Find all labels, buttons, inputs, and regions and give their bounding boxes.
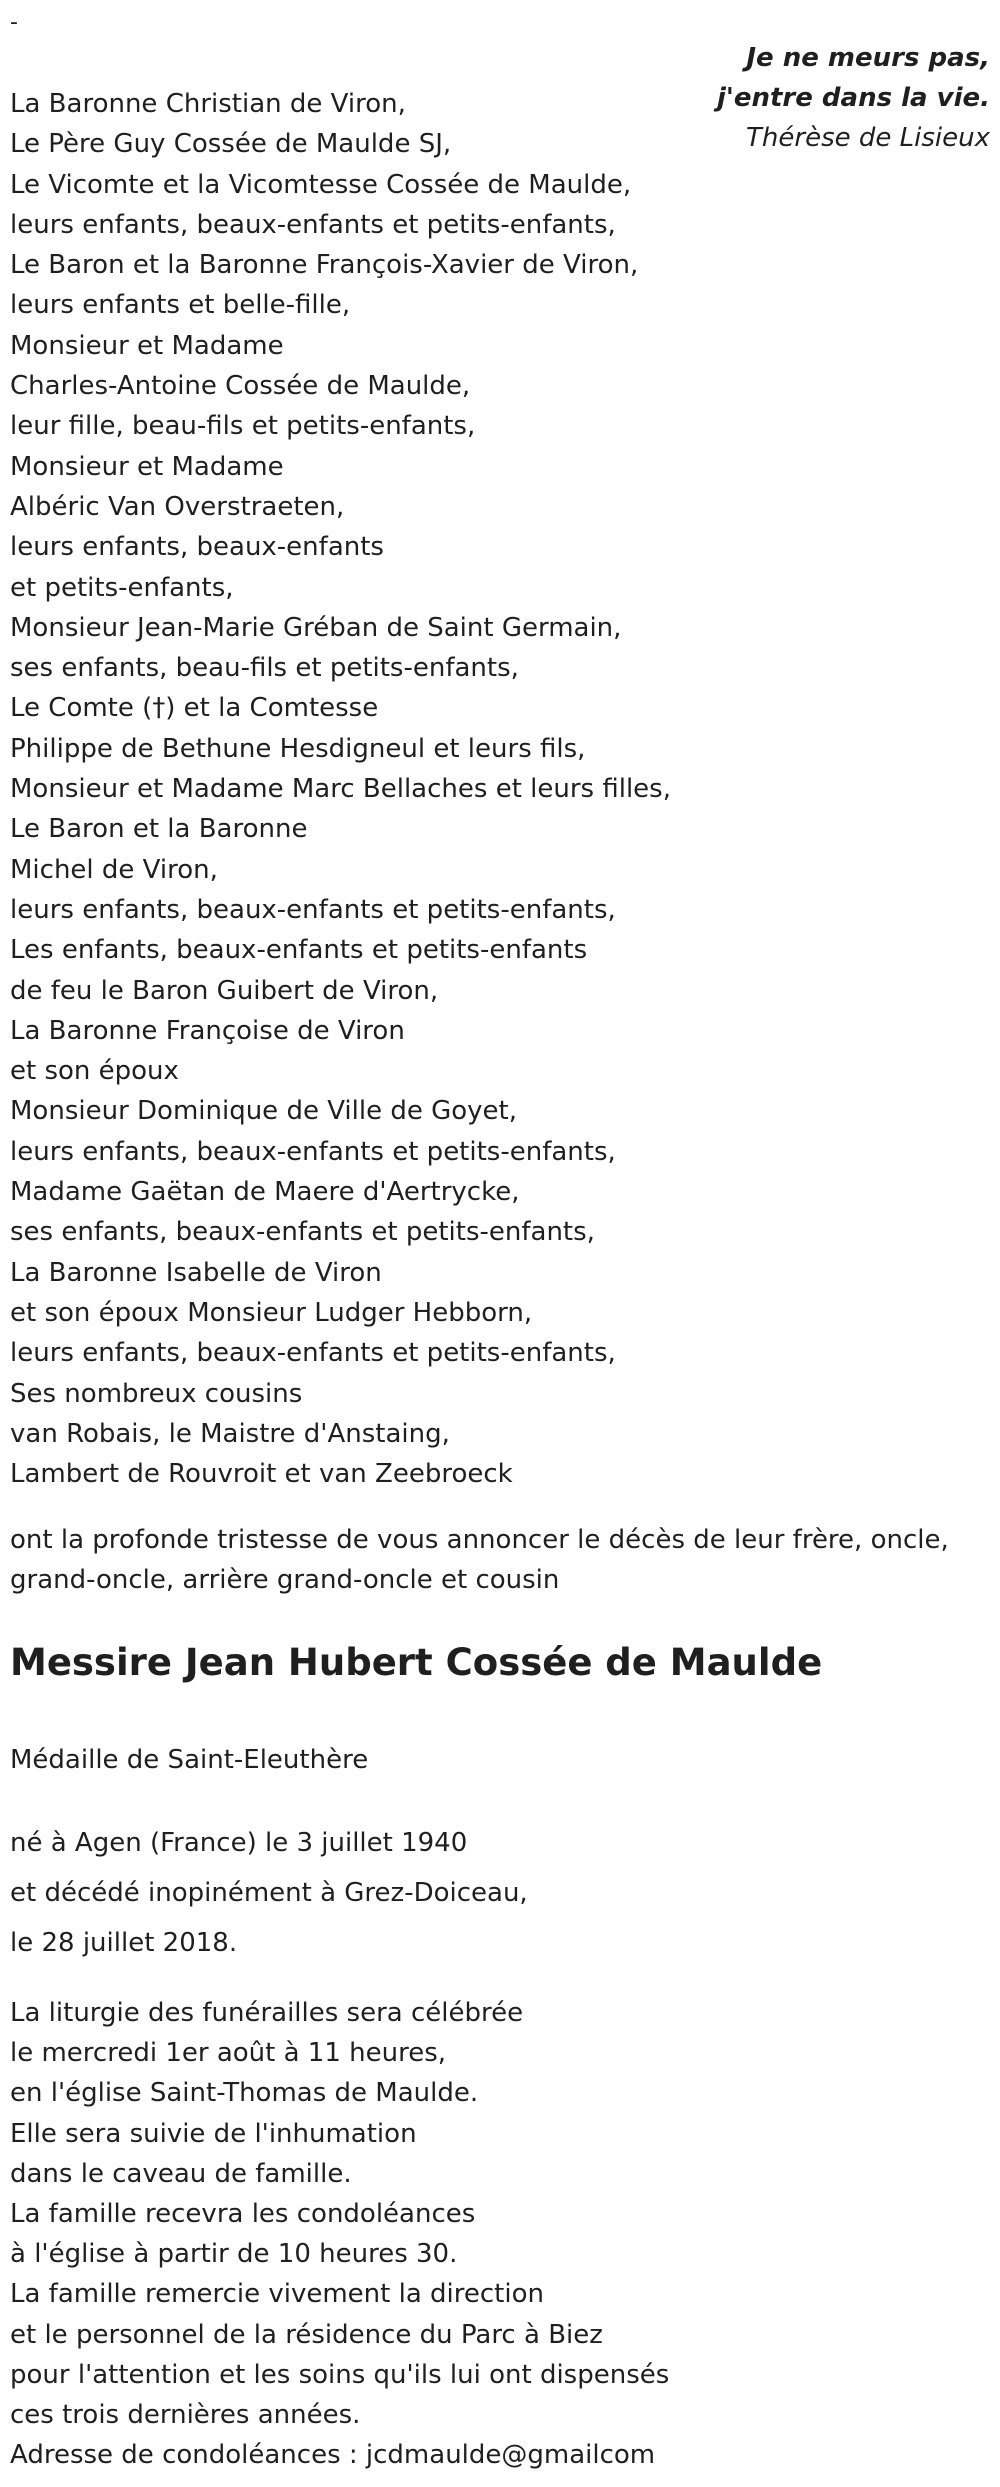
funeral-line: le mercredi 1er août à 11 heures, — [10, 2038, 447, 2069]
deceased-name: Messire Jean Hubert Cossée de Maulde — [10, 1641, 823, 1684]
family-line: leurs enfants, beaux-enfants — [10, 532, 384, 563]
family-line: leurs enfants et belle-fille, — [10, 290, 351, 321]
funeral-line: et le personnel de la résidence du Parc à Biez — [10, 2319, 603, 2350]
funeral-line: La famille recevra les condoléances — [10, 2199, 476, 2230]
family-line: Michel de Viron, — [10, 854, 218, 885]
funeral-line: Adresse de condoléances : jcdmaulde@gmailcom — [10, 2440, 656, 2471]
family-line: La Baronne Françoise de Viron — [10, 1015, 405, 1046]
funeral-line: La liturgie des funérailles sera célébrée — [10, 1998, 524, 2028]
funeral-line: dans le caveau de famille. — [10, 2158, 352, 2189]
funeral-line: à l'église à partir de 10 heures 30. — [10, 2239, 458, 2270]
birth-death-line: et décédé inopinément à Grez-Doiceau, — [10, 1878, 528, 1908]
birth-death-info — [10, 1818, 528, 1968]
top-dash: - — [10, 10, 18, 35]
family-line: Monsieur Dominique de Ville de Goyet, — [10, 1096, 518, 1127]
family-line: Ses nombreux cousins — [10, 1378, 303, 1409]
funeral-line: en l'église Saint-Thomas de Maulde. — [10, 2078, 479, 2109]
family-line: La Baronne Christian de Viron, — [10, 89, 406, 119]
announcement-text: ont la profonde tristesse de vous annoncer le décès de leur frère, oncle, grand-oncle, arrière grand-oncle et cousin — [10, 1525, 949, 1595]
funeral-line: La famille remercie vivement la direction — [10, 2279, 544, 2310]
epigraph-quote — [717, 38, 990, 158]
family-line: Le Père Guy Cossée de Maulde SJ, — [10, 129, 452, 160]
family-line: leurs enfants, beaux-enfants et petits-enfants, — [10, 894, 616, 925]
funeral-line: ces trois dernières années. — [10, 2400, 361, 2431]
family-line: Charles-Antoine Cossée de Maulde, — [10, 371, 471, 402]
family-line: Monsieur et Madame — [10, 451, 284, 482]
family-line: Lambert de Rouvroit et van Zeebroeck — [10, 1459, 513, 1490]
family-line: et petits-enfants, — [10, 572, 234, 603]
family-line: Le Baron et la Baronne François-Xavier de Viron, — [10, 250, 639, 281]
family-line: leurs enfants, beaux-enfants et petits-enfants, — [10, 1338, 616, 1369]
family-line: leur fille, beau-fils et petits-enfants, — [10, 411, 476, 442]
family-line: Albéric Van Overstraeten, — [10, 491, 345, 522]
family-line: Le Vicomte et la Vicomtesse Cossée de Maulde, — [10, 169, 632, 200]
family-line: Madame Gaëtan de Maere d'Aertrycke, — [10, 1177, 520, 1208]
family-line: La Baronne Isabelle de Viron — [10, 1257, 382, 1288]
family-line: et son époux — [10, 1056, 179, 1087]
family-line: Le Baron et la Baronne — [10, 814, 308, 845]
family-line: ses enfants, beaux-enfants et petits-enfants, — [10, 1217, 595, 1248]
family-list — [10, 84, 671, 1494]
family-line: ses enfants, beau-fils et petits-enfants, — [10, 653, 519, 684]
family-line: Philippe de Bethune Hesdigneul et leurs fils, — [10, 733, 586, 764]
funeral-line: pour l'attention et les soins qu'ils lui ont dispensés — [10, 2359, 670, 2390]
quote-line-2: j'entre dans la vie. — [716, 83, 990, 113]
family-line: leurs enfants, beaux-enfants et petits-enfants, — [10, 1136, 616, 1167]
funeral-info — [10, 1993, 669, 2475]
medal-text: Médaille de Saint-Eleuthère — [10, 1745, 369, 1775]
funeral-line: Elle sera suivie de l'inhumation — [10, 2118, 417, 2149]
family-line: Monsieur Jean-Marie Gréban de Saint Germain, — [10, 612, 622, 643]
family-line: Les enfants, beaux-enfants et petits-enfants — [10, 935, 588, 966]
quote-author: Thérèse de Lisieux — [746, 123, 990, 153]
family-line: de feu le Baron Guibert de Viron, — [10, 975, 439, 1006]
family-line: Le Comte (†) et la Comtesse — [10, 693, 379, 724]
birth-death-line: né à Agen (France) le 3 juillet 1940 — [10, 1828, 468, 1858]
quote-line-1: Je ne meurs pas, — [746, 43, 990, 73]
family-line: Monsieur et Madame — [10, 330, 284, 361]
birth-death-line: le 28 juillet 2018. — [10, 1928, 238, 1958]
family-line: Monsieur et Madame Marc Bellaches et leurs filles, — [10, 774, 671, 805]
family-line: et son époux Monsieur Ludger Hebborn, — [10, 1297, 533, 1328]
family-line: leurs enfants, beaux-enfants et petits-enfants, — [10, 209, 616, 240]
family-line: van Robais, le Maistre d'Anstaing, — [10, 1418, 450, 1449]
